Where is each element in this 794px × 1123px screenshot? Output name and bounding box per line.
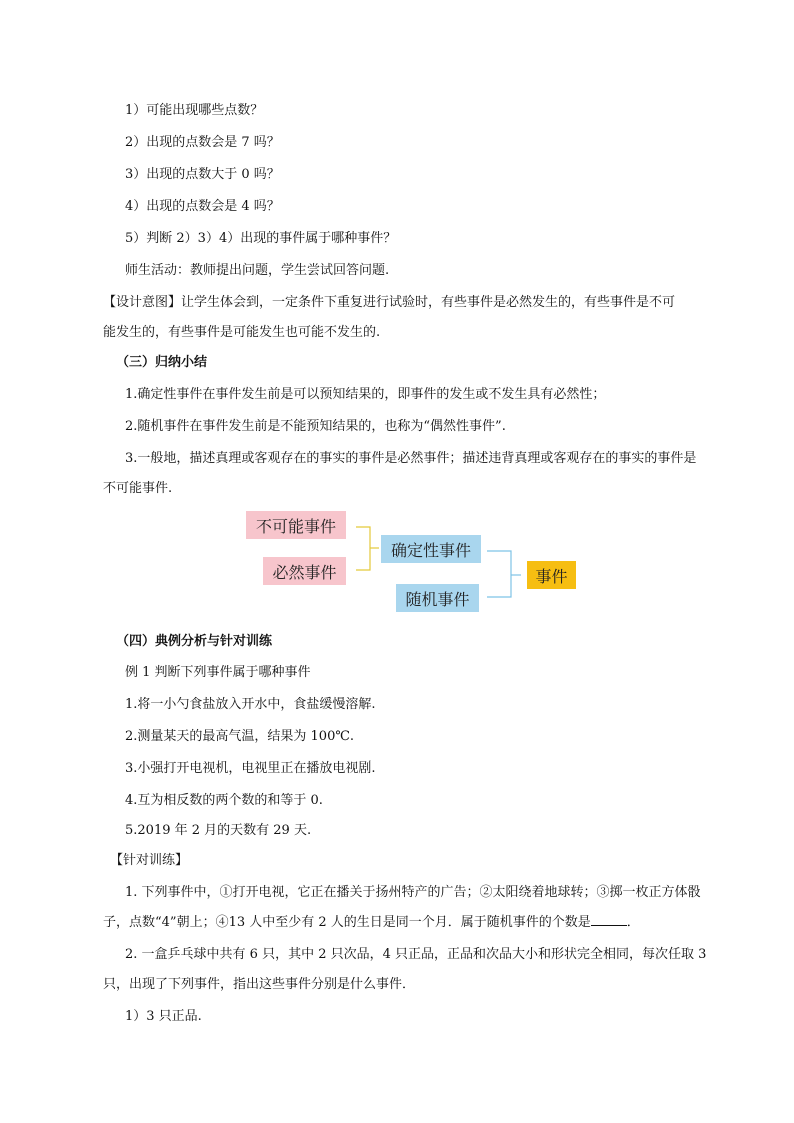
certain-event-box: 必然事件 — [263, 557, 346, 585]
teacher-student-activity: 师生活动：教师提出问题，学生尝试回答问题. — [125, 263, 390, 278]
summary-1: 1.确定性事件在事件发生前是可以预知结果的，即事件的发生或不发生具有必然性； — [125, 387, 606, 402]
training-2-line-2: 只，出现了下列事件，指出这些事件分别是什么事件． — [103, 977, 416, 992]
example-1-item-5: 5.2019 年 2 月的天数有 29 天. — [125, 823, 312, 838]
section-4-heading: （四）典例分析与针对训练 — [116, 634, 273, 649]
question-5: 5）判断 2）3）4）出现的事件属于哪种事件？ — [125, 231, 397, 246]
impossible-event-box: 不可能事件 — [246, 511, 346, 539]
example-1-item-3: 3.小强打开电视机，电视里正在播放电视剧. — [125, 761, 376, 776]
section-3-heading: （三）归纳小结 — [116, 355, 208, 370]
example-1-item-1: 1.将一小勺食盐放入开水中，食盐缓慢溶解. — [125, 697, 376, 712]
design-intent-line-1: 【设计意图】让学生体会到，一定条件下重复进行试验时，有些事件是必然发生的，有些事件是不可 — [103, 295, 676, 310]
example-1-item-4: 4.互为相反数的两个数的和等于 0. — [125, 793, 323, 808]
training-1-line-2-end: ． — [626, 915, 640, 930]
design-intent-line-2: 能发生的，有些事件是可能发生也可能不发生的. — [103, 325, 381, 340]
summary-3-line-1: 3.一般地，描述真理或客观存在的事实的事件是必然事件；描述违背真理或客观存在的事实的事件是 — [125, 451, 697, 466]
right-bracket — [487, 551, 511, 597]
random-event-box: 随机事件 — [396, 584, 479, 612]
question-3: 3）出现的点数大于 0 吗？ — [125, 167, 280, 182]
question-2: 2）出现的点数会是 7 吗？ — [125, 135, 280, 150]
question-1: 1）可能出现哪些点数？ — [125, 103, 264, 118]
training-1-line-2 — [103, 912, 723, 934]
event-box: 事件 — [527, 561, 576, 589]
summary-2: 2.随机事件在事件发生前是不能预知结果的，也称为“偶然性事件”. — [125, 419, 506, 434]
training-heading: 【针对训练】 — [110, 853, 189, 868]
training-1-line-1: 1. 下列事件中，①打开电视，它正在播关于扬州特产的广告；②太阳绕着地球转；③掷一枚正方体骰 — [125, 885, 701, 900]
training-2-item-1: 1）3 只正品. — [125, 1009, 202, 1024]
summary-3-line-2: 不可能事件. — [103, 481, 173, 496]
training-1-line-2-text: 子，点数“4”朝上；④13 人中至少有 2 人的生日是同一个月．属于随机事件的个数是 — [103, 915, 591, 930]
question-4: 4）出现的点数会是 4 吗？ — [125, 199, 280, 214]
deterministic-event-box: 确定性事件 — [381, 535, 481, 563]
example-1-title: 例 1 判断下列事件属于哪种事件 — [125, 665, 311, 680]
training-2-line-1: 2. 一盒乒乓球中共有 6 只，其中 2 只次品，4 只正品，正品和次品大小和形状完全相同，每次任取 3 — [125, 947, 707, 962]
left-bracket — [356, 527, 370, 570]
answer-blank[interactable] — [591, 912, 627, 926]
example-1-item-2: 2.测量某天的最高气温，结果为 100℃. — [125, 729, 355, 744]
